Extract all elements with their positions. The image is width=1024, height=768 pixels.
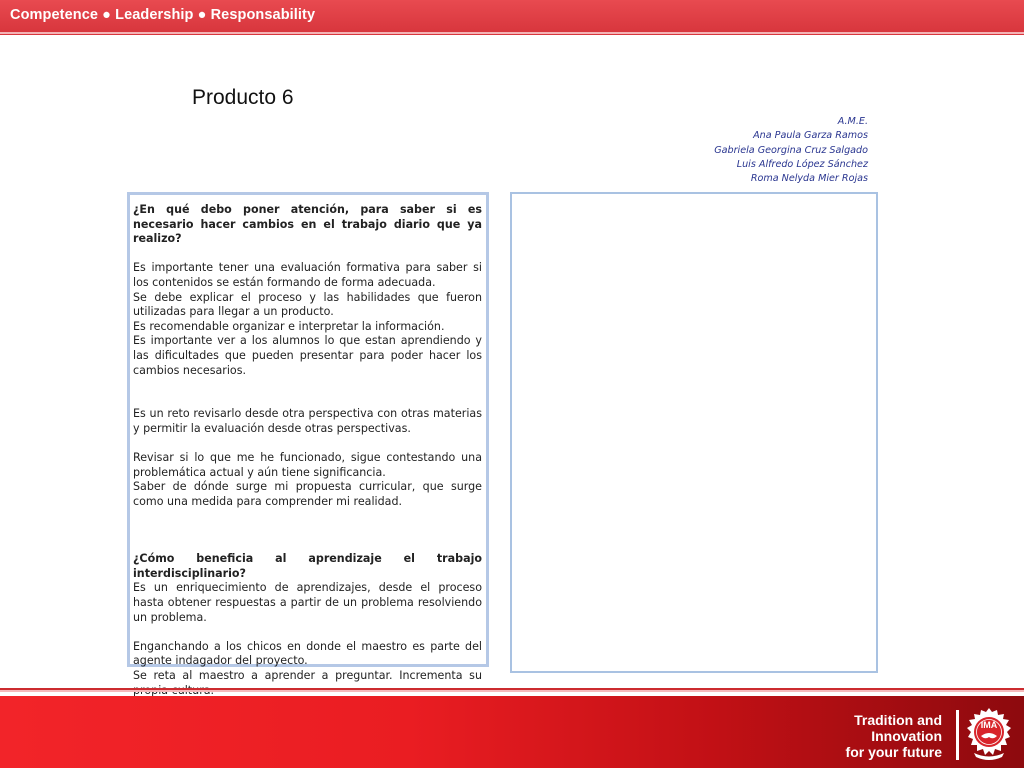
paragraph: Es un enriquecimiento de aprendizajes, desde el proceso hasta obtener respuestas a partir de un problema resolviendo un problema. — [133, 581, 482, 624]
text-panel — [127, 192, 489, 683]
tagline-line: for your future — [845, 744, 942, 760]
logo-text: IMA — [980, 720, 998, 730]
question-2: ¿Cómo beneficia al aprendizaje el trabajo interdisciplinario? — [133, 552, 482, 580]
paragraph: Revisar si lo que me he funcionado, sigue contestando una problemática actual y aún tiene significancia. — [133, 450, 482, 479]
tagline-line: Tradition and — [854, 712, 942, 728]
logo-divider — [956, 710, 959, 760]
paragraph: Saber de dónde surge mi propuesta curricular, que surge como una medida para comprender mi realidad. — [133, 480, 482, 508]
bottom-divider-line — [0, 690, 1024, 692]
footer-tagline — [846, 712, 942, 760]
ima-logo-icon — [964, 706, 1014, 762]
tagline-line: Innovation — [871, 728, 942, 744]
author-list — [714, 115, 868, 186]
paragraph: Se debe explicar el proceso y las habilidades que fueron utilizadas para llegar a un producto. — [133, 290, 482, 319]
author-group: A.M.E. — [837, 116, 868, 127]
author-name: Gabriela Georgina Cruz Salgado — [714, 144, 868, 156]
header-tagline: Competence ● Leadership ● Responsability — [10, 7, 316, 23]
paragraph: Es recomendable organizar e interpretar la información. — [133, 319, 445, 333]
author-name: Ana Paula Garza Ramos — [753, 130, 868, 142]
question-1: ¿En qué debo poner atención, para saber si es necesario hacer cambios en el trabajo diario que ya realizo? — [133, 203, 482, 246]
top-divider-line — [0, 34, 1024, 35]
author-name: Roma Nelyda Mier Rojas — [750, 173, 868, 185]
paragraph: Es importante tener una evaluación formativa para saber si los contenidos se están formando de forma adecuada. — [133, 261, 482, 289]
paragraph: Es importante ver a los alumnos lo que estan aprendiendo y las dificultades que pueden presentar para poder hacer los cambios necesarios. — [133, 334, 482, 377]
paragraph: Se reta al maestro a aprender a preguntar. Incrementa su — [133, 669, 482, 683]
author-name: Luis Alfredo López Sánchez — [736, 158, 868, 170]
empty-panel — [510, 192, 878, 673]
top-banner — [0, 0, 1024, 32]
paragraph: Es un reto revisarlo desde otra perspectiva con otras materias y permitir la evaluación desde otras perspectivas. — [133, 407, 482, 435]
paragraph: Enganchando a los chicos en donde el maestro es parte del agente indagador del proyecto. — [133, 639, 482, 668]
slide-title: Producto 6 — [192, 86, 294, 109]
